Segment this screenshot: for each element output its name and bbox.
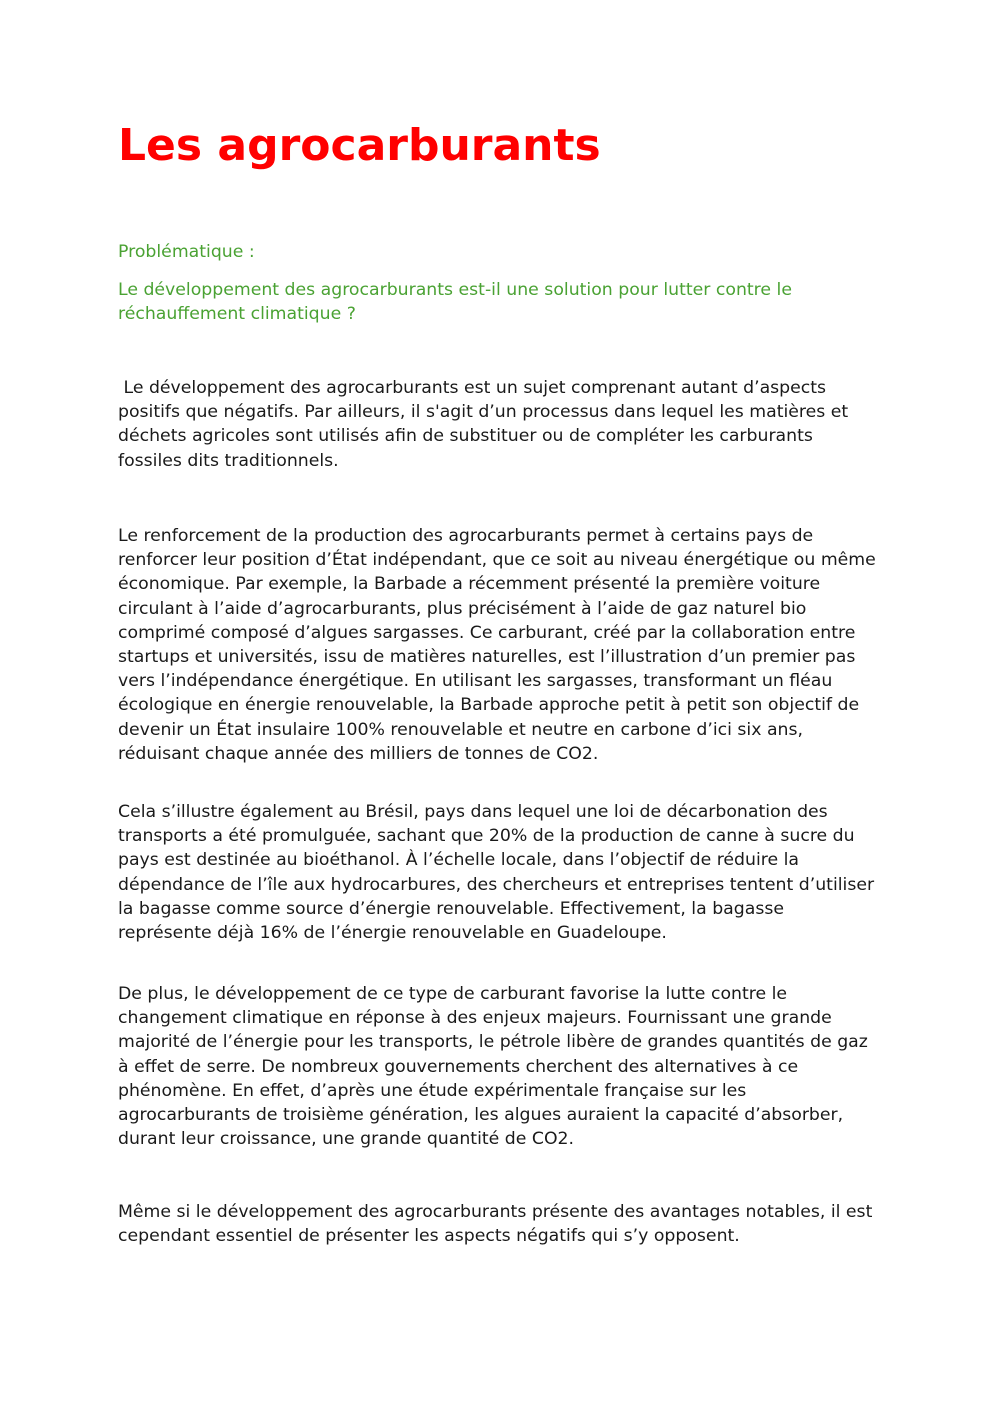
paragraph-bresil: Cela s’illustre également au Brésil, pays dans lequel une loi de décarbonation des transports a été promulguée, sachant que 20% de la production de canne à sucre du pays est destinée au bioéthanol. À l’échelle locale, dans l’objectif de réduire la dépendance de l’île aux hydrocarbures, des chercheurs et entreprises tentent d’utiliser la bagasse comme source d’énergie renouvelable. Effectivement, la bagasse représente déjà 16% de l’énergie renouvelable en Guadeloupe. [118,802,875,944]
paragraph-climat: De plus, le développement de ce type de carburant favorise la lutte contre le changement climatique en réponse à des enjeux majeurs. Fournissant une grande majorité de l’énergie pour les transports, le pétrole libère de grandes quantités de gaz à effet de serre. De nombreux gouvernements cherchent des alternatives à ce phénomène. En effet, d’après une étude expérimentale française sur les agrocarburants de troisième génération, les algues auraient la capacité d’absorber, durant leur croissance, une grande quantité de CO2. [118,984,868,1150]
paragraph-transition: Même si le développement des agrocarburants présente des avantages notables, il est cependant essentiel de présenter les aspects négatifs qui s’y opposent. [118,1202,873,1247]
problem-question: Le développement des agrocarburants est-il une solution pour lutter contre le réchauffement climatique ? [118,280,792,325]
problem-label: Problématique : [118,242,255,262]
page-title: Les agrocarburants [118,120,601,171]
paragraph-barbade: Le renforcement de la production des agrocarburants permet à certains pays de renforcer leur position d’État indépendant, que ce soit au niveau énergétique ou même économique. Par exemple, la Barbade a récemment présenté la première voiture circulant à l’aide d’agrocarburants, plus précisément à l’aide de gaz naturel bio comprimé composé d’algues sargasses. Ce carburant, créé par la collaboration entre startups et universités, issu de matières naturelles, est l’illustration d’un premier pas vers l’indépendance énergétique. En utilisant les sargasses, transformant un fléau écologique en énergie renouvelable, la Barbade approche petit à petit son objectif de devenir un État insulaire 100% renouvelable et neutre en carbone d’ici six ans, réduisant chaque année des milliers de tonnes de CO2. [118,526,876,764]
paragraph-introduction: Le développement des agrocarburants est un sujet comprenant autant d’aspects positifs que négatifs. Par ailleurs, il s'agit d’un processus dans lequel les matières et déchets agricoles sont utilisés afin de substituer ou de compléter les carburants fossiles dits traditionnels. [118,378,849,471]
